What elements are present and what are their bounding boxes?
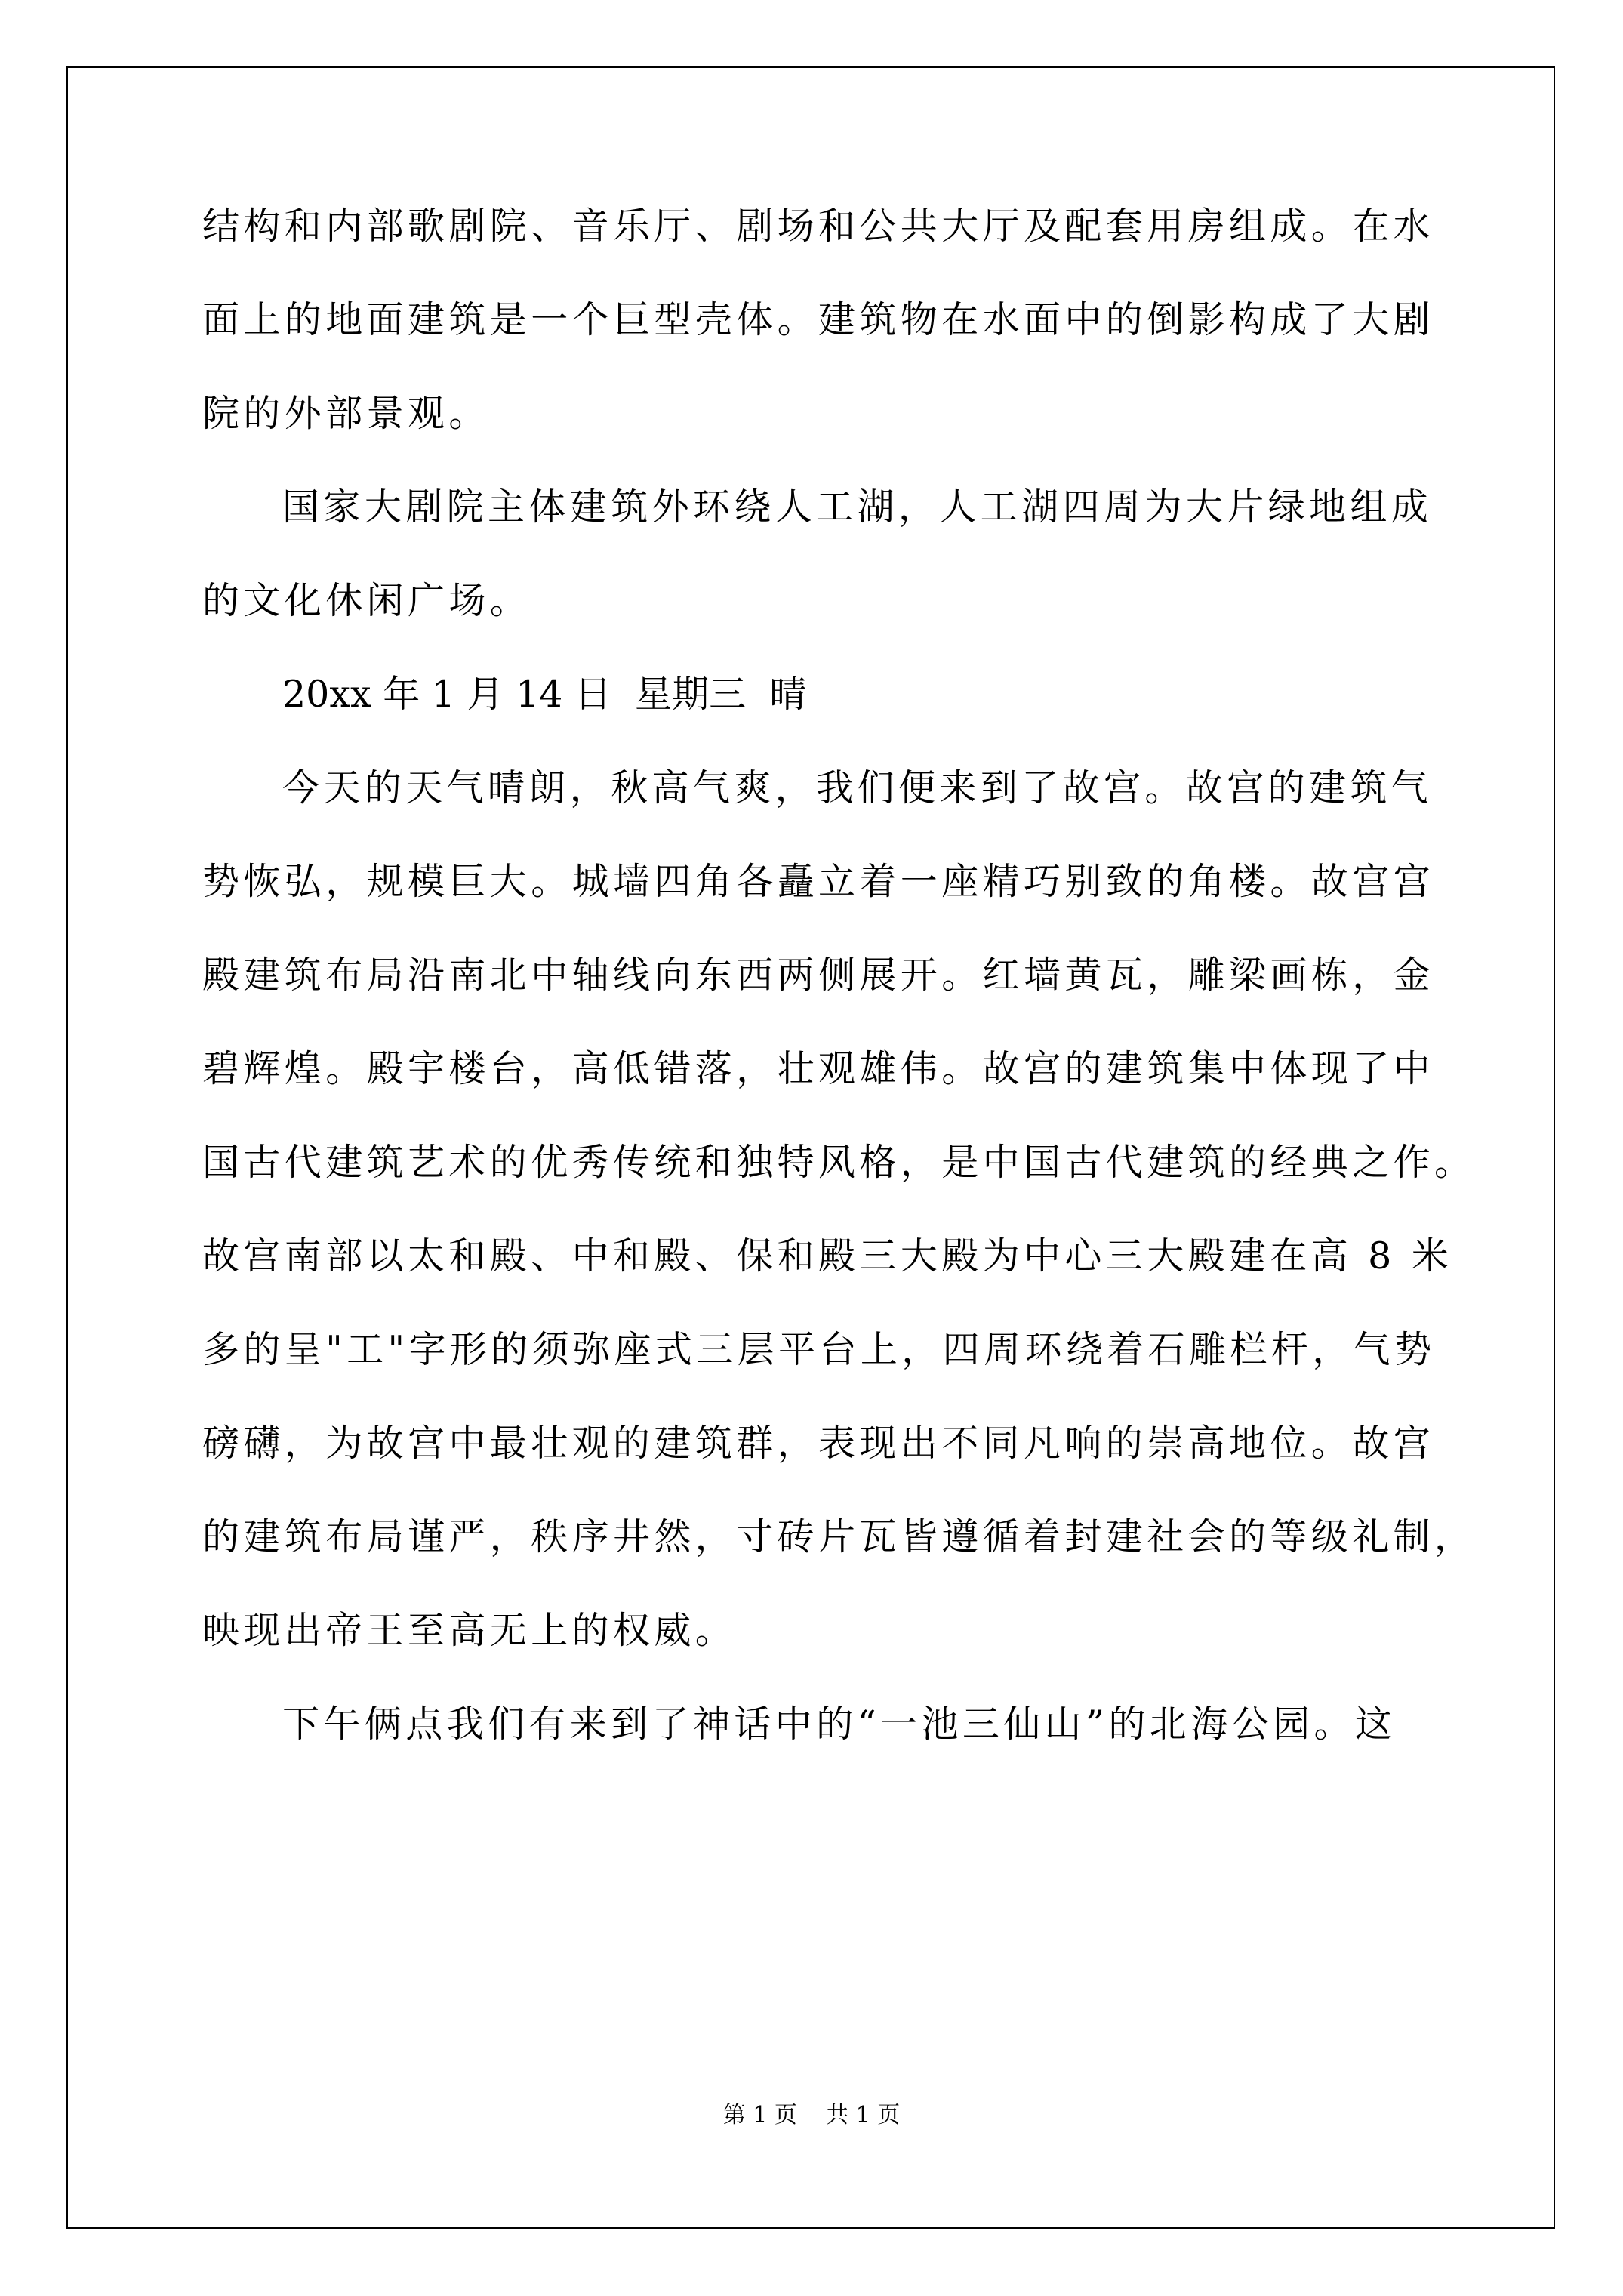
- text-line: 的文化休闲广场。: [202, 579, 531, 622]
- text-line: 多的呈"工"字形的须弥座式三层平台上，四周环绕着石雕栏杆，气势: [202, 1328, 1436, 1371]
- paragraph-first-line: 国家大剧院主体建筑外环绕人工湖，人工湖四周为大片绿地组成: [282, 485, 1433, 529]
- text-line: 院的外部景观。: [202, 392, 490, 435]
- text-line: 映现出帝王至高无上的权威。: [202, 1609, 737, 1652]
- text-line: 势恢弘，规模巨大。城墙四角各矗立着一座精巧别致的角楼。故宫宫: [202, 860, 1435, 903]
- text-line: 殿建筑布局沿南北中轴线向东西两侧展开。红墙黄瓦，雕梁画栋，金: [202, 954, 1435, 997]
- diary-date-heading: 20xx 年 1 月 14 日 星期三 晴: [282, 673, 807, 716]
- page-number-label: 第 1 页 共 1 页: [722, 2102, 901, 2128]
- text-line: 面上的地面建筑是一个巨型壳体。建筑物在水面中的倒影构成了大剧: [202, 298, 1435, 341]
- text-line: 国古代建筑艺术的优秀传统和独特风格，是中国古代建筑的经典之作。: [202, 1141, 1476, 1184]
- paragraph-first-line: 下午俩点我们有来到了神话中的“一池三仙山”的北海公园。这: [282, 1703, 1397, 1746]
- paragraph-first-line: 今天的天气晴朗，秋高气爽，我们便来到了故宫。故宫的建筑气: [282, 766, 1433, 809]
- text-line: 结构和内部歌剧院、音乐厅、剧场和公共大厅及配套用房组成。在水: [202, 205, 1435, 248]
- text-line: 的建筑布局谨严，秩序井然，寸砖片瓦皆遵循着封建社会的等级礼制，: [202, 1515, 1476, 1558]
- page-footer: [0, 2096, 1623, 2129]
- text-line: 碧辉煌。殿宇楼台，高低错落，壮观雄伟。故宫的建筑集中体现了中: [202, 1047, 1435, 1090]
- text-line: 故宫南部以太和殿、中和殿、保和殿三大殿为中心三大殿建在高 8 米: [202, 1234, 1453, 1277]
- text-line: 磅礴，为故宫中最壮观的建筑群，表现出不同凡响的崇高地位。故宫: [202, 1422, 1435, 1465]
